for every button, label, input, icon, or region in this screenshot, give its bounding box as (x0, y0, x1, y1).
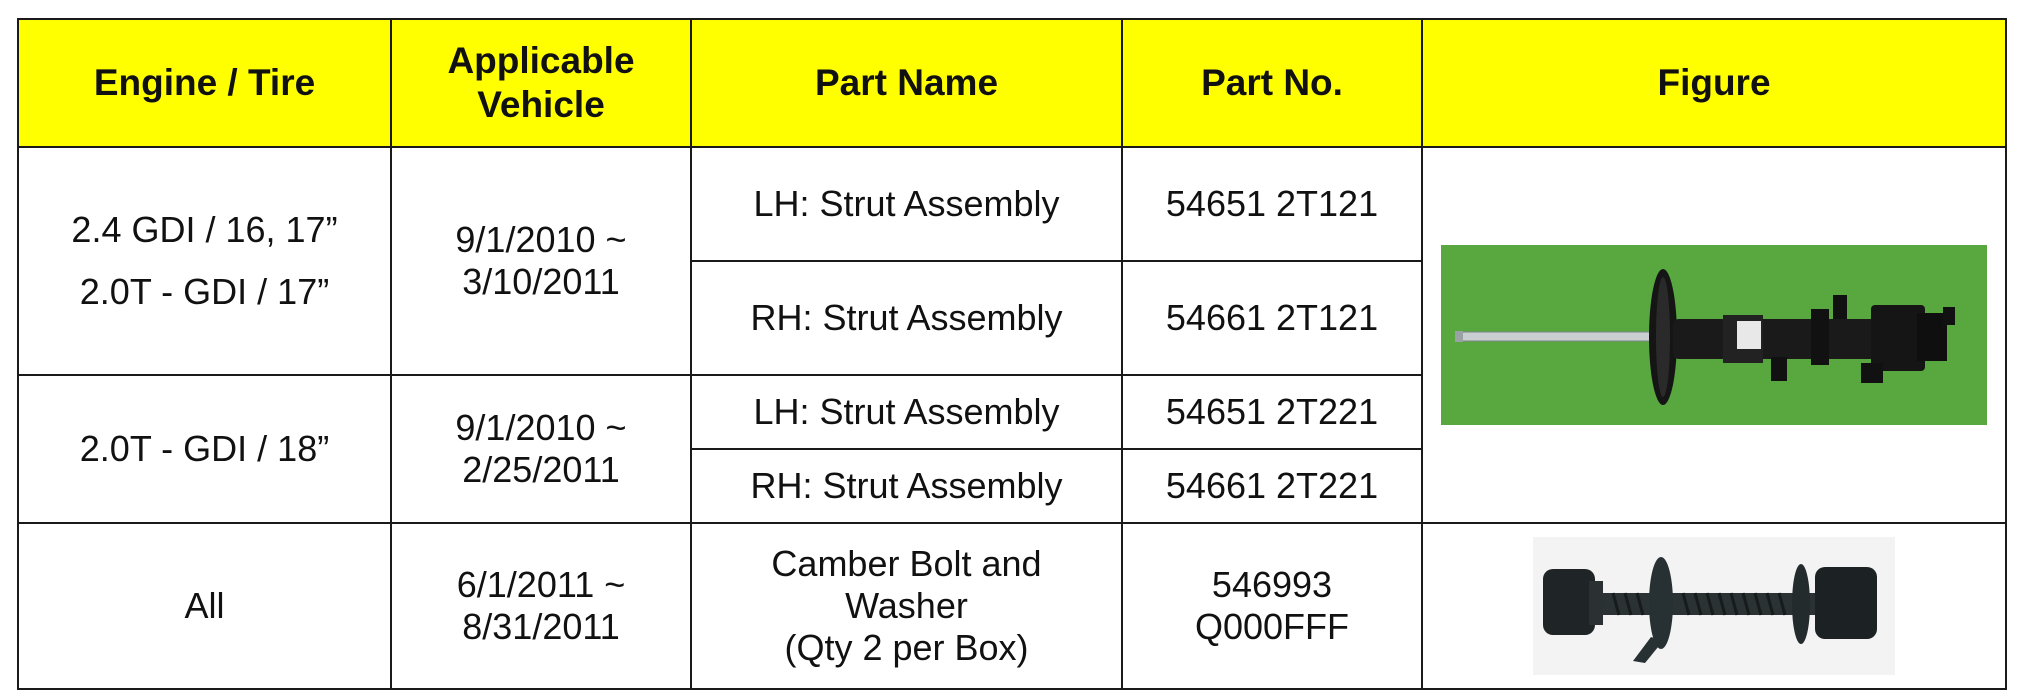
applicable-vehicle-cell (391, 375, 691, 523)
vehicle-date-start: 6/1/2011 ~ (456, 564, 626, 605)
strut-assembly-photo (1441, 245, 1987, 425)
part-no-cell: 54661 2T221 (1122, 449, 1422, 523)
part-no-line: 546993 (1211, 564, 1333, 605)
parts-table (17, 18, 2007, 690)
header-applicable-vehicle-line1: Applicable (447, 40, 635, 81)
part-no-cell: 54651 2T121 (1122, 147, 1422, 261)
applicable-vehicle-cell (391, 147, 691, 375)
engine-line: 2.0T - GDI / 17” (79, 271, 330, 312)
part-name-cell: RH: Strut Assembly (691, 261, 1122, 375)
header-applicable-vehicle (391, 19, 691, 147)
table-row (18, 147, 2006, 261)
part-name-cell: LH: Strut Assembly (691, 147, 1122, 261)
figure-cell-strut (1422, 147, 2006, 523)
part-no-line: Q000FFF (1194, 606, 1350, 647)
engine-tire-cell: All (18, 523, 391, 689)
part-no-cell (1122, 523, 1422, 689)
part-name-cell: LH: Strut Assembly (691, 375, 1122, 449)
vehicle-date-start: 9/1/2010 ~ (455, 407, 627, 448)
part-no-cell: 54651 2T221 (1122, 375, 1422, 449)
applicable-vehicle-cell (391, 523, 691, 689)
vehicle-date-end: 8/31/2011 (462, 606, 620, 647)
part-name-line: (Qty 2 per Box) (784, 627, 1029, 668)
engine-line: 2.4 GDI / 16, 17” (71, 209, 338, 250)
part-name-cell (691, 523, 1122, 689)
figure-cell-bolt (1422, 523, 2006, 689)
table-row (18, 523, 2006, 689)
camber-bolt-photo (1533, 537, 1895, 675)
engine-tire-cell (18, 147, 391, 375)
header-row (18, 19, 2006, 147)
header-engine-tire: Engine / Tire (18, 19, 391, 147)
part-name-line: Camber Bolt and (771, 543, 1042, 584)
header-figure: Figure (1422, 19, 2006, 147)
vehicle-date-start: 9/1/2010 ~ (455, 219, 627, 260)
engine-tire-cell: 2.0T - GDI / 18” (18, 375, 391, 523)
header-part-name: Part Name (691, 19, 1122, 147)
header-part-no: Part No. (1122, 19, 1422, 147)
part-name-cell: RH: Strut Assembly (691, 449, 1122, 523)
vehicle-date-end: 2/25/2011 (462, 449, 620, 490)
part-name-line: Washer (845, 585, 968, 626)
part-no-cell: 54661 2T121 (1122, 261, 1422, 375)
header-applicable-vehicle-line2: Vehicle (477, 84, 605, 125)
vehicle-date-end: 3/10/2011 (462, 261, 620, 302)
